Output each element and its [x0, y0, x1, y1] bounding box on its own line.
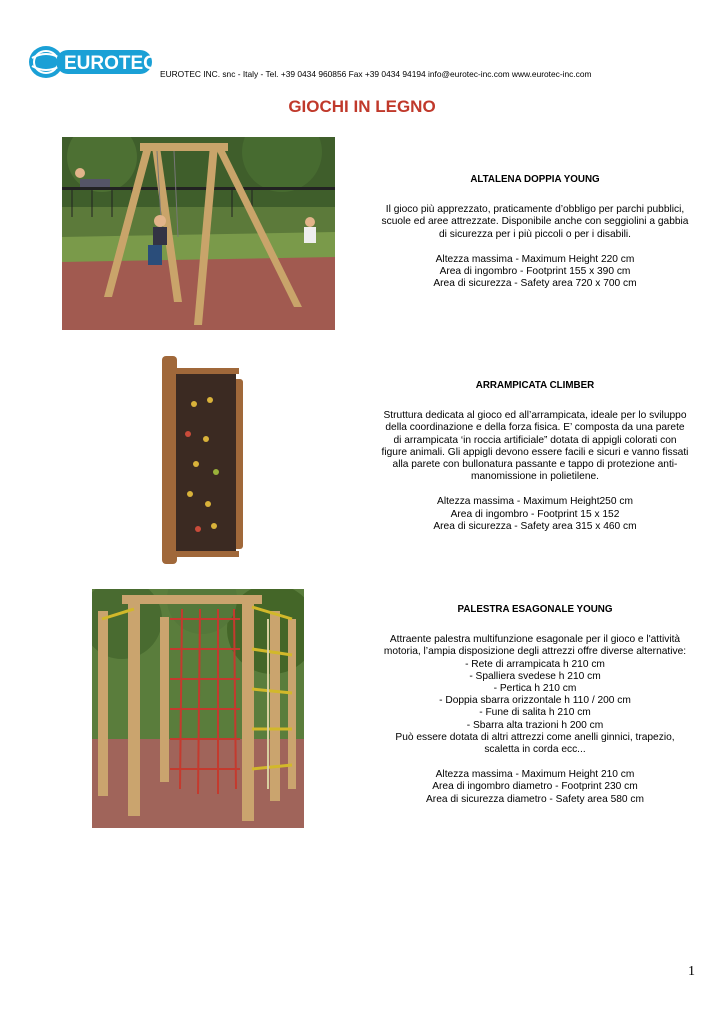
description-line: figure animali. Gli appigli devono essere facili e sicuri e vanno fissati [381, 446, 689, 458]
spec-line: Altezza massima - Maximum Height250 cm [437, 496, 633, 508]
eurotec-logo [26, 42, 156, 82]
product-title: ARRAMPICATA CLIMBER [475, 380, 595, 391]
hexagonal-gym-photo [92, 589, 304, 828]
description-line: - Doppia sbarra orizzontale h 110 / 200 cm [439, 695, 631, 707]
description-line: di arrampicata ‘in roccia artificiale” dotata di appigli colorati con [393, 434, 677, 446]
product-title: ALTALENA DOPPIA YOUNG [470, 174, 600, 185]
spec-line: Altezza massima - Maximum Height 220 cm [435, 253, 635, 265]
product-title: PALESTRA ESAGONALE YOUNG [457, 604, 613, 615]
product-palestra [360, 604, 710, 806]
description-line: di sicurezza per i più piccoli o per i disabili. [439, 228, 631, 240]
svg-text:EUROTEC: EUROTEC [64, 53, 156, 74]
spec-line: Area di ingombro - Footprint 15 x 152 [450, 508, 620, 520]
product-altalena [360, 174, 710, 290]
spec-line: Altezza massima - Maximum Height 210 cm [435, 769, 635, 781]
spec-line: Area di sicurezza - Safety area 720 x 700 cm [433, 278, 637, 290]
spec-line: Area di ingombro - Footprint 155 x 390 cm [439, 266, 631, 278]
description-line: - Spalliera svedese h 210 cm [469, 670, 601, 682]
contact-line: EUROTEC INC. snc - Italy - Tel. +39 0434 960856 Fax +39 0434 94194 info@eurotec-inc.com www.eurotec-inc.com [160, 69, 592, 79]
page-number: 1 [688, 964, 695, 979]
description-line: Attraente palestra multifunzione esagonale per il gioco e l'attività [389, 634, 681, 646]
page-title: GIOCHI IN LEGNO [288, 97, 436, 116]
product-arrampicata [360, 380, 710, 533]
description-line: scaletta in corda ecc... [484, 744, 586, 756]
description-line: - Fune di salita h 210 cm [479, 707, 591, 719]
description-line: manomissione in polietilene. [471, 471, 599, 483]
description-line: Struttura dedicata al gioco ed all’arrampicata, ideale per lo sviluppo [383, 410, 687, 422]
description-line: scuole ed aree attrezzate. Disponibile anche con seggiolini a gabbia [381, 216, 689, 228]
description-line: - Rete di arrampicata h 210 cm [465, 658, 605, 670]
spec-line: Area di ingombro diametro - Footprint 230 cm [432, 781, 638, 793]
climber-photo [158, 354, 244, 565]
description-line: della coordinazione e della forza fisica. E’ composta da una parete [385, 422, 685, 434]
description-line: alla parete con bullonatura passante e tappo di protezione anti- [392, 459, 678, 471]
description-line: - Pertica h 210 cm [493, 683, 577, 695]
spec-line: Area di sicurezza - Safety area 315 x 460 cm [433, 520, 637, 532]
description-line: Il gioco più apprezzato, praticamente d’obbligo per parchi pubblici, [385, 204, 685, 216]
swing-photo [62, 137, 335, 330]
description-line: Può essere dotata di altri attrezzi come anelli ginnici, trapezio, [395, 731, 675, 743]
description-line: - Sbarra alta trazioni h 200 cm [466, 719, 604, 731]
description-line: motoria, l’ampia disposizione degli attrezzi offre diverse alternative: [383, 646, 687, 658]
spec-line: Area di sicurezza diametro - Safety area 580 cm [426, 793, 644, 805]
